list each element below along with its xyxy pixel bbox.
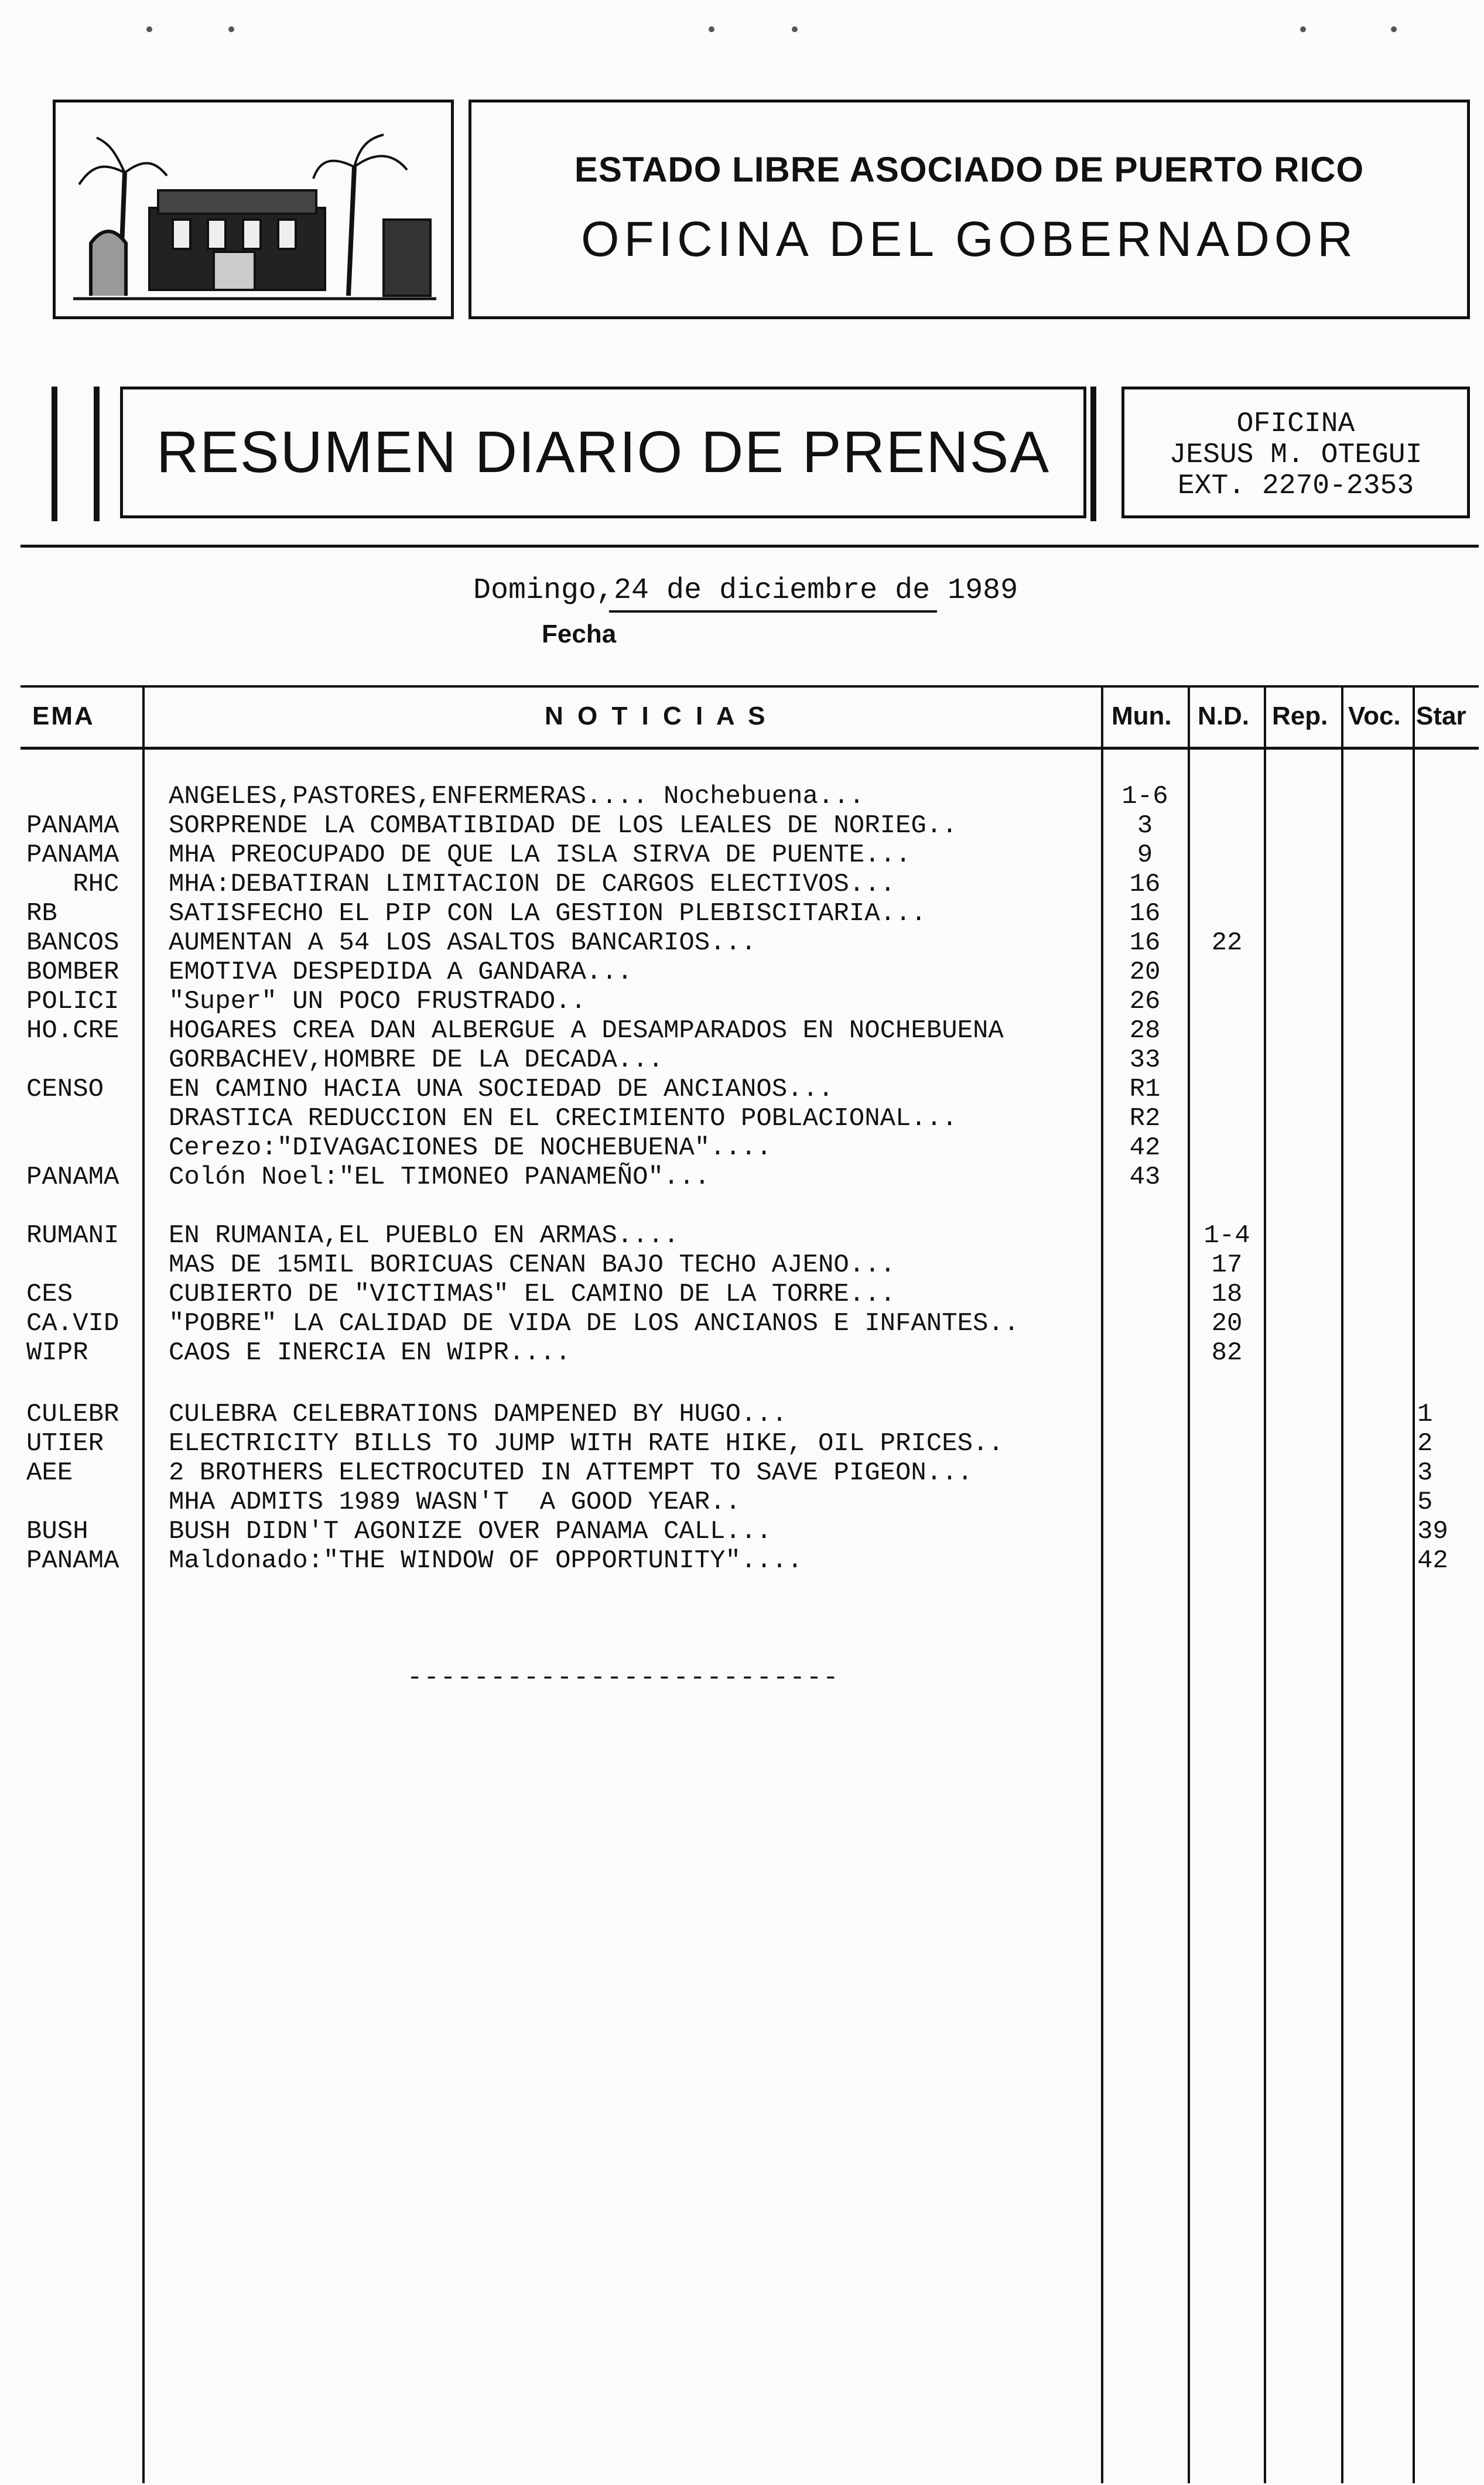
- row-topic: BUSH: [26, 1517, 88, 1546]
- row-headline: EN RUMANIA,EL PUEBLO EN ARMAS....: [169, 1221, 679, 1250]
- column-header-voc: Voc.: [1348, 702, 1401, 730]
- row-headline: ELECTRICITY BILLS TO JUMP WITH RATE HIKE, OIL PRICES..: [169, 1429, 1004, 1458]
- fortaleza-logo-icon: [56, 102, 451, 316]
- column-header-nd: N.D.: [1198, 702, 1249, 730]
- row-star-page: 1: [1417, 1400, 1433, 1429]
- row-nd-page: 22: [1211, 928, 1243, 958]
- row-headline: "POBRE" LA CALIDAD DE VIDA DE LOS ANCIANOS E INFANTES..: [169, 1309, 1020, 1338]
- row-topic: WIPR: [26, 1338, 88, 1368]
- row-topic: CES: [26, 1280, 73, 1309]
- punch-hole: [792, 26, 798, 32]
- row-star-page: 39: [1417, 1517, 1448, 1546]
- column-divider: [1413, 685, 1415, 2483]
- office-name: OFICINA DEL GOBERNADOR: [581, 211, 1358, 266]
- row-headline: BUSH DIDN'T AGONIZE OVER PANAMA CALL...: [169, 1517, 772, 1546]
- row-mun-page: 28: [1129, 1016, 1161, 1045]
- office-label: OFICINA: [1236, 408, 1355, 440]
- office-extension: EXT. 2270-2353: [1177, 470, 1414, 502]
- row-headline: SATISFECHO EL PIP CON LA GESTION PLEBISCITARIA...: [169, 899, 926, 928]
- punch-hole: [1391, 26, 1397, 32]
- column-divider: [1188, 685, 1190, 2483]
- row-headline: "Super" UN POCO FRUSTRADO..: [169, 987, 586, 1016]
- row-topic: RB: [26, 899, 57, 928]
- row-headline: CULEBRA CELEBRATIONS DAMPENED BY HUGO...: [169, 1400, 788, 1429]
- row-headline: CAOS E INERCIA EN WIPR....: [169, 1338, 571, 1368]
- column-divider: [1341, 685, 1343, 2483]
- column-header-topic: EMA: [32, 702, 95, 730]
- date-value: Domingo,24 de diciembre de 1989: [473, 574, 1018, 607]
- date-label: Fecha: [542, 620, 617, 648]
- row-mun-page: 9: [1137, 840, 1153, 870]
- row-topic: BANCOS: [26, 928, 119, 958]
- row-topic: CENSO: [26, 1075, 104, 1104]
- row-headline: ANGELES,PASTORES,ENFERMERAS.... Nochebuena...: [169, 782, 865, 811]
- row-mun-page: 16: [1129, 870, 1161, 899]
- row-mun-page: R2: [1129, 1104, 1161, 1133]
- row-mun-page: 20: [1129, 958, 1161, 987]
- row-topic: BOMBER: [26, 958, 119, 987]
- column-divider: [142, 685, 145, 2483]
- row-headline: HOGARES CREA DAN ALBERGUE A DESAMPARADOS EN NOCHEBUENA: [169, 1016, 1004, 1045]
- row-topic: AEE: [26, 1458, 73, 1488]
- row-topic: PANAMA: [26, 811, 119, 840]
- row-nd-page: 1-4: [1203, 1221, 1250, 1250]
- row-headline: Colón Noel:"EL TIMONEO PANAMEÑO"...: [169, 1163, 710, 1192]
- column-header-star: Star: [1416, 702, 1466, 730]
- agency-name: ESTADO LIBRE ASOCIADO DE PUERTO RICO: [574, 150, 1365, 189]
- row-topic: RUMANI: [26, 1221, 119, 1250]
- row-topic: POLICI: [26, 987, 119, 1016]
- row-mun-page: 43: [1129, 1163, 1161, 1192]
- row-mun-page: 3: [1137, 811, 1153, 840]
- row-nd-page: 18: [1211, 1280, 1243, 1309]
- office-contact-name: JESUS M. OTEGUI: [1169, 439, 1423, 471]
- row-headline: AUMENTAN A 54 LOS ASALTOS BANCARIOS...: [169, 928, 757, 958]
- logo-box: [53, 100, 454, 319]
- row-headline: 2 BROTHERS ELECTROCUTED IN ATTEMPT TO SAVE PIGEON...: [169, 1458, 973, 1488]
- row-nd-page: 17: [1211, 1250, 1243, 1280]
- table-top-rule: [20, 685, 1479, 688]
- row-mun-page: 16: [1129, 899, 1161, 928]
- footer-dashes: --------------------------: [407, 1663, 840, 1693]
- row-headline: DRASTICA REDUCCION EN EL CRECIMIENTO POBLACIONAL...: [169, 1104, 958, 1133]
- column-header-news: N O T I C I A S: [545, 702, 769, 730]
- row-topic: CA.VID: [26, 1309, 119, 1338]
- banner-bar: [52, 387, 57, 521]
- table-header-rule: [20, 747, 1479, 750]
- row-mun-page: R1: [1129, 1075, 1161, 1104]
- row-topic: PANAMA: [26, 840, 119, 870]
- row-headline: MAS DE 15MIL BORICUAS CENAN BAJO TECHO AJENO...: [169, 1250, 896, 1280]
- separator: [20, 545, 1479, 548]
- punch-hole: [228, 26, 234, 32]
- banner-bar: [94, 387, 100, 521]
- row-star-page: 5: [1417, 1488, 1433, 1517]
- row-topic: RHC: [26, 870, 119, 899]
- row-star-page: 2: [1417, 1429, 1433, 1458]
- row-topic: UTIER: [26, 1429, 104, 1458]
- row-headline: Maldonado:"THE WINDOW OF OPPORTUNITY"....: [169, 1546, 803, 1575]
- row-headline: EN CAMINO HACIA UNA SOCIEDAD DE ANCIANOS...: [169, 1075, 834, 1104]
- row-headline: CUBIERTO DE "VICTIMAS" EL CAMINO DE LA TORRE...: [169, 1280, 896, 1309]
- column-header-rep: Rep.: [1272, 702, 1328, 730]
- punch-hole: [709, 26, 714, 32]
- row-star-page: 42: [1417, 1546, 1448, 1575]
- banner-box: [120, 387, 1086, 518]
- column-divider: [1264, 685, 1266, 2483]
- row-mun-page: 42: [1129, 1133, 1161, 1163]
- row-headline: Cerezo:"DIVAGACIONES DE NOCHEBUENA"....: [169, 1133, 772, 1163]
- row-mun-page: 26: [1129, 987, 1161, 1016]
- row-topic: CULEBR: [26, 1400, 119, 1429]
- row-headline: MHA:DEBATIRAN LIMITACION DE CARGOS ELECTIVOS...: [169, 870, 896, 899]
- banner-bar: [1090, 387, 1096, 521]
- row-headline: SORPRENDE LA COMBATIBIDAD DE LOS LEALES DE NORIEG..: [169, 811, 958, 840]
- punch-hole: [1300, 26, 1306, 32]
- row-mun-page: 16: [1129, 928, 1161, 958]
- date-underline: [609, 610, 937, 613]
- row-mun-page: 1-6: [1121, 782, 1168, 811]
- row-nd-page: 20: [1211, 1309, 1243, 1338]
- row-topic: PANAMA: [26, 1546, 119, 1575]
- row-headline: MHA ADMITS 1989 WASN'T A GOOD YEAR..: [169, 1488, 741, 1517]
- row-nd-page: 82: [1211, 1338, 1243, 1368]
- column-divider: [1101, 685, 1103, 2483]
- row-headline: MHA PREOCUPADO DE QUE LA ISLA SIRVA DE PUENTE...: [169, 840, 911, 870]
- header-box: [469, 100, 1470, 319]
- row-mun-page: 33: [1129, 1045, 1161, 1075]
- office-box: [1121, 387, 1470, 518]
- column-header-mun: Mun.: [1112, 702, 1172, 730]
- row-star-page: 3: [1417, 1458, 1433, 1488]
- punch-hole: [146, 26, 152, 32]
- row-topic: HO.CRE: [26, 1016, 119, 1045]
- row-headline: GORBACHEV,HOMBRE DE LA DECADA...: [169, 1045, 664, 1075]
- row-topic: PANAMA: [26, 1163, 119, 1192]
- row-headline: EMOTIVA DESPEDIDA A GANDARA...: [169, 958, 633, 987]
- banner-title: RESUMEN DIARIO DE PRENSA: [156, 419, 1051, 485]
